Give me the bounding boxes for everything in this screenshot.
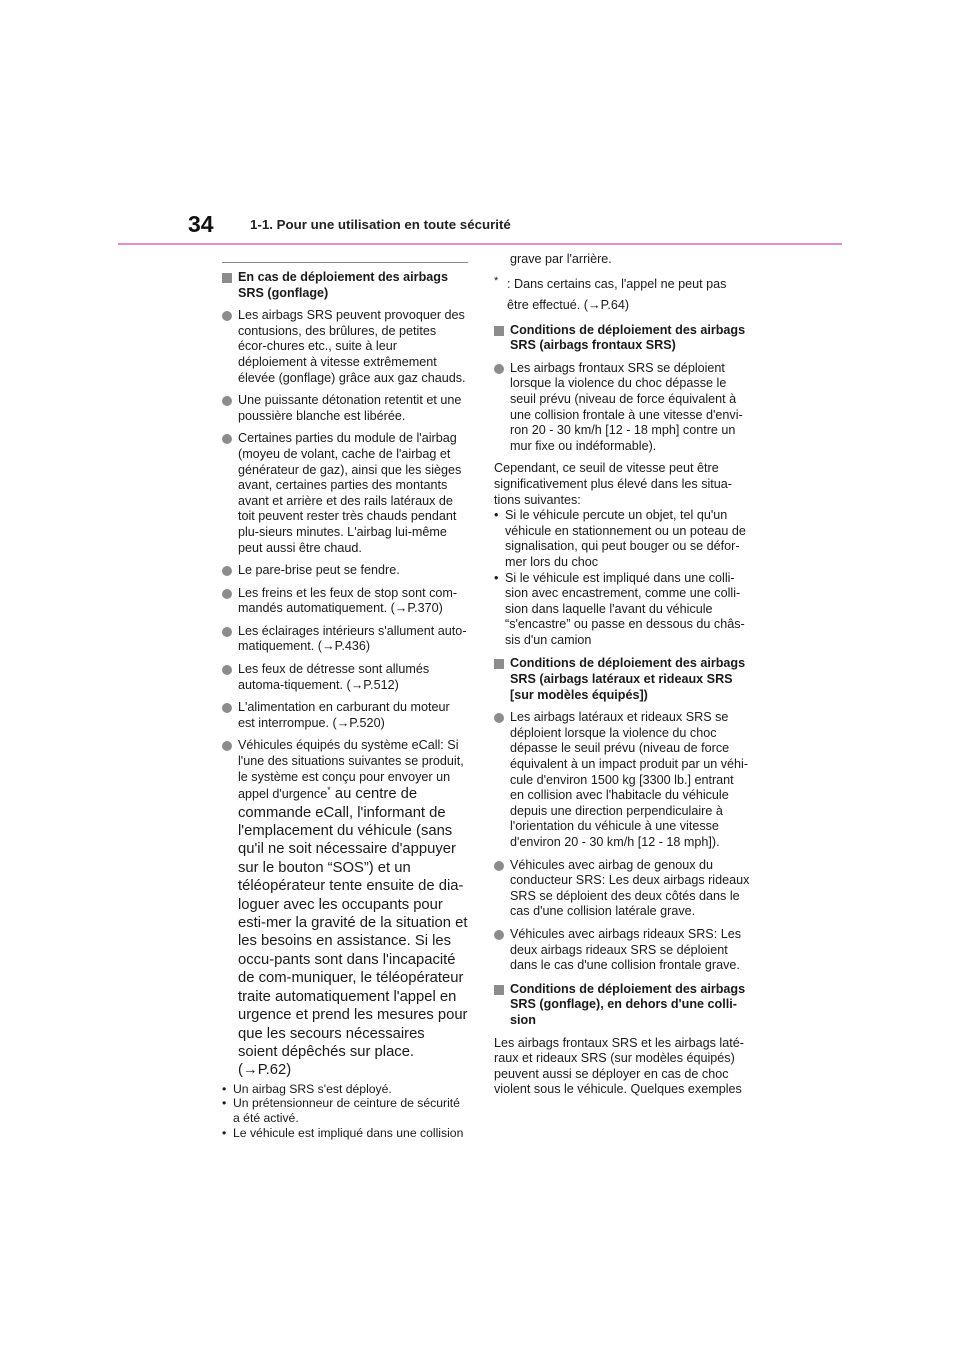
bullet-text: Les feux de détresse sont allumés automa-tiquement. (→P.512) — [238, 662, 430, 692]
ecall-condition — [222, 1096, 468, 1125]
round-bullet-icon — [222, 703, 232, 713]
bullet-text: Le pare-brise peut se fendre. — [238, 563, 400, 578]
heading-text: Conditions de déploiement des airbags SRS (airbags latéraux et rideaux SRS [sur modèles équipés]) — [510, 656, 746, 702]
condition-text: Un prétensionneur de ceinture de sécurité a été activé. — [233, 1096, 460, 1125]
ecall-condition — [222, 1082, 468, 1097]
bullet-text: L'alimentation en carburant du moteur est interrompue. (→P.520) — [238, 700, 450, 730]
dot-marker: • — [222, 1081, 227, 1096]
bullet-text: Les airbags latéraux et rideaux SRS se déploient lorsque la violence du choc dépasse le seuil prévu (niveau de force équivalent à un impact produit par un véhi-cule d'environ 1500 kg [3300 lb.] entrant en collision avec l'habitacle du véhicule depuis une direction perpendiculaire à l'orientation du véhicule à une vitesse d'environ 20 - 30 km/h [12 - 18 mph]). — [510, 710, 749, 849]
round-bullet-icon — [222, 396, 232, 406]
bullet-text: Véhicules avec airbag de genoux du conducteur SRS: Les deux airbags rideaux SRS se déploient des deux côtés dans le cas d'une collision latérale grave. — [510, 857, 750, 919]
dot-marker: • — [222, 1096, 227, 1111]
list-item — [222, 662, 468, 693]
ecall-condition — [222, 1126, 468, 1141]
ecall-intro: Véhicules équipés du système eCall: Si l'une des situations suivantes se produit, le système est conçu pour envoyer un appel d'urgence — [238, 738, 464, 802]
heading-text: Conditions de déploiement des airbags SRS (airbags frontaux SRS) — [510, 322, 746, 353]
round-bullet-icon — [222, 665, 232, 675]
section-heading — [222, 270, 468, 301]
bullet-text: Véhicules avec airbags rideaux SRS: Les deux airbags rideaux SRS se déploient dans le cas d'une collision frontale grave. — [510, 926, 742, 973]
round-bullet-icon — [222, 627, 232, 637]
section-heading — [494, 982, 750, 1029]
list-item — [494, 927, 750, 974]
bullet-text: Les airbags SRS peuvent provoquer des contusions, des brûlures, de petites écor-chures etc., suite à leur déploiement à vitesse extrêmement élevée (gonflage) grâce aux gaz chauds. — [238, 308, 466, 385]
section-heading — [494, 656, 750, 703]
dot-marker: • — [222, 1125, 227, 1140]
list-item — [222, 624, 468, 655]
list-item — [494, 361, 750, 455]
condition-text: Un airbag SRS s'est déployé. — [233, 1081, 392, 1096]
footnote-text: : Dans certains cas, l'appel ne peut pas être effectué. (→P.64) — [507, 276, 727, 312]
list-item — [222, 563, 468, 579]
round-bullet-icon — [222, 311, 232, 321]
square-bullet-icon — [222, 273, 232, 283]
ecall-item — [222, 738, 468, 1079]
section-title: 1-1. Pour une utilisation en toute sécurité — [250, 217, 511, 232]
list-item — [222, 308, 468, 386]
round-bullet-icon — [494, 861, 504, 871]
square-bullet-icon — [494, 985, 504, 995]
round-bullet-icon — [494, 364, 504, 374]
header-rule — [118, 243, 842, 245]
bullet-text: Les freins et les feux de stop sont com-mandés automatiquement. (→P.370) — [238, 585, 458, 616]
bullet-text: Les éclairages intérieurs s'allument auto-matiquement. (→P.436) — [238, 623, 467, 654]
footnote — [494, 274, 750, 316]
footnote-marker: * — [494, 274, 499, 287]
heading-text: En cas de déploiement des airbags SRS (gonflage) — [238, 270, 448, 300]
list-item — [222, 700, 468, 731]
condition-text: Le véhicule est impliqué dans une collision — [233, 1125, 464, 1140]
right-column — [494, 252, 750, 1098]
footnote-marker: * — [327, 785, 331, 796]
round-bullet-icon — [222, 741, 232, 751]
round-bullet-icon — [222, 589, 232, 599]
list-item — [494, 710, 750, 850]
paragraph: Les airbags frontaux SRS et les airbags laté-raux et rideaux SRS (sur modèles équipés) peuvent aussi se déployer en cas de choc violent sous le véhicule. Quelques exemples — [494, 1035, 744, 1097]
item-text: Si le véhicule percute un objet, tel qu'un véhicule en stationnement ou un poteau de signalisation, qui peut bouger ou se défor-mer lors du choc — [505, 508, 746, 569]
ecall-text: au centre de commande eCall, l'informant de l'emplacement du véhicule (sans qu'il ne soit nécessaire d'appuyer sur le bouton “SOS”) et un téléopérateur tente ensuite de dia-loguer avec les occupants pour esti-mer la gravité de la situation et les besoins en assistance. Si les occu-pants sont dans l'incapacité de com-muniquer, le téléopérateur traite automatiquement l'appel en urgence et prend les mesures pour que les secours nécessaires soient dépêchés sur place. (→P.62) — [238, 786, 468, 1079]
round-bullet-icon — [494, 713, 504, 723]
bullet-text: Les airbags frontaux SRS se déploient lorsque la violence du choc dépasse le seuil prévu (niveau de force équivalent à une collision frontale à une vitesse d'envi-ron 20 - 30 km/h [12 - 18 mph] contre un mur fixe ou indéformable). — [510, 360, 743, 453]
paragraph: Cependant, ce seuil de vitesse peut être significativement plus élevé dans les situa-tions suivantes: — [494, 461, 733, 507]
section-heading — [494, 323, 750, 354]
list-item — [222, 431, 468, 556]
list-item — [222, 393, 468, 424]
heading-text: Conditions de déploiement des airbags SRS (gonflage), en dehors d'une colli-sion — [510, 981, 746, 1027]
bullet-text: Certaines parties du module de l'airbag (moyeu de volant, cache de l'airbag et générateur de gaz), ainsi que les sièges avant, certaines parties des montants avant et arrière et des rails latéraux de toit peuvent rester très chauds pendant plu-sieurs minutes. L'airbag lui-même peut aussi être chaud. — [238, 431, 462, 555]
list-item — [494, 508, 750, 570]
round-bullet-icon — [222, 566, 232, 576]
list-item — [222, 586, 468, 617]
continued-text: grave par l'arrière. — [510, 252, 612, 266]
bullet-text: Une puissante détonation retentit et une poussière blanche est libérée. — [238, 393, 462, 423]
list-item — [494, 571, 750, 649]
dot-marker: • — [494, 570, 499, 585]
list-item — [494, 858, 750, 920]
page-number: 34 — [188, 211, 214, 237]
column-divider — [222, 262, 468, 263]
left-column — [222, 252, 468, 1140]
round-bullet-icon — [222, 434, 232, 444]
dot-marker: • — [494, 508, 499, 523]
square-bullet-icon — [494, 659, 504, 669]
item-text: Si le véhicule est impliqué dans une colli-sion avec encastrement, comme une colli-sion dans laquelle l'avant du véhicule “s'encastre” ou passe en dessous du châs-sis d'un camion — [505, 570, 745, 647]
square-bullet-icon — [494, 326, 504, 336]
round-bullet-icon — [494, 930, 504, 940]
